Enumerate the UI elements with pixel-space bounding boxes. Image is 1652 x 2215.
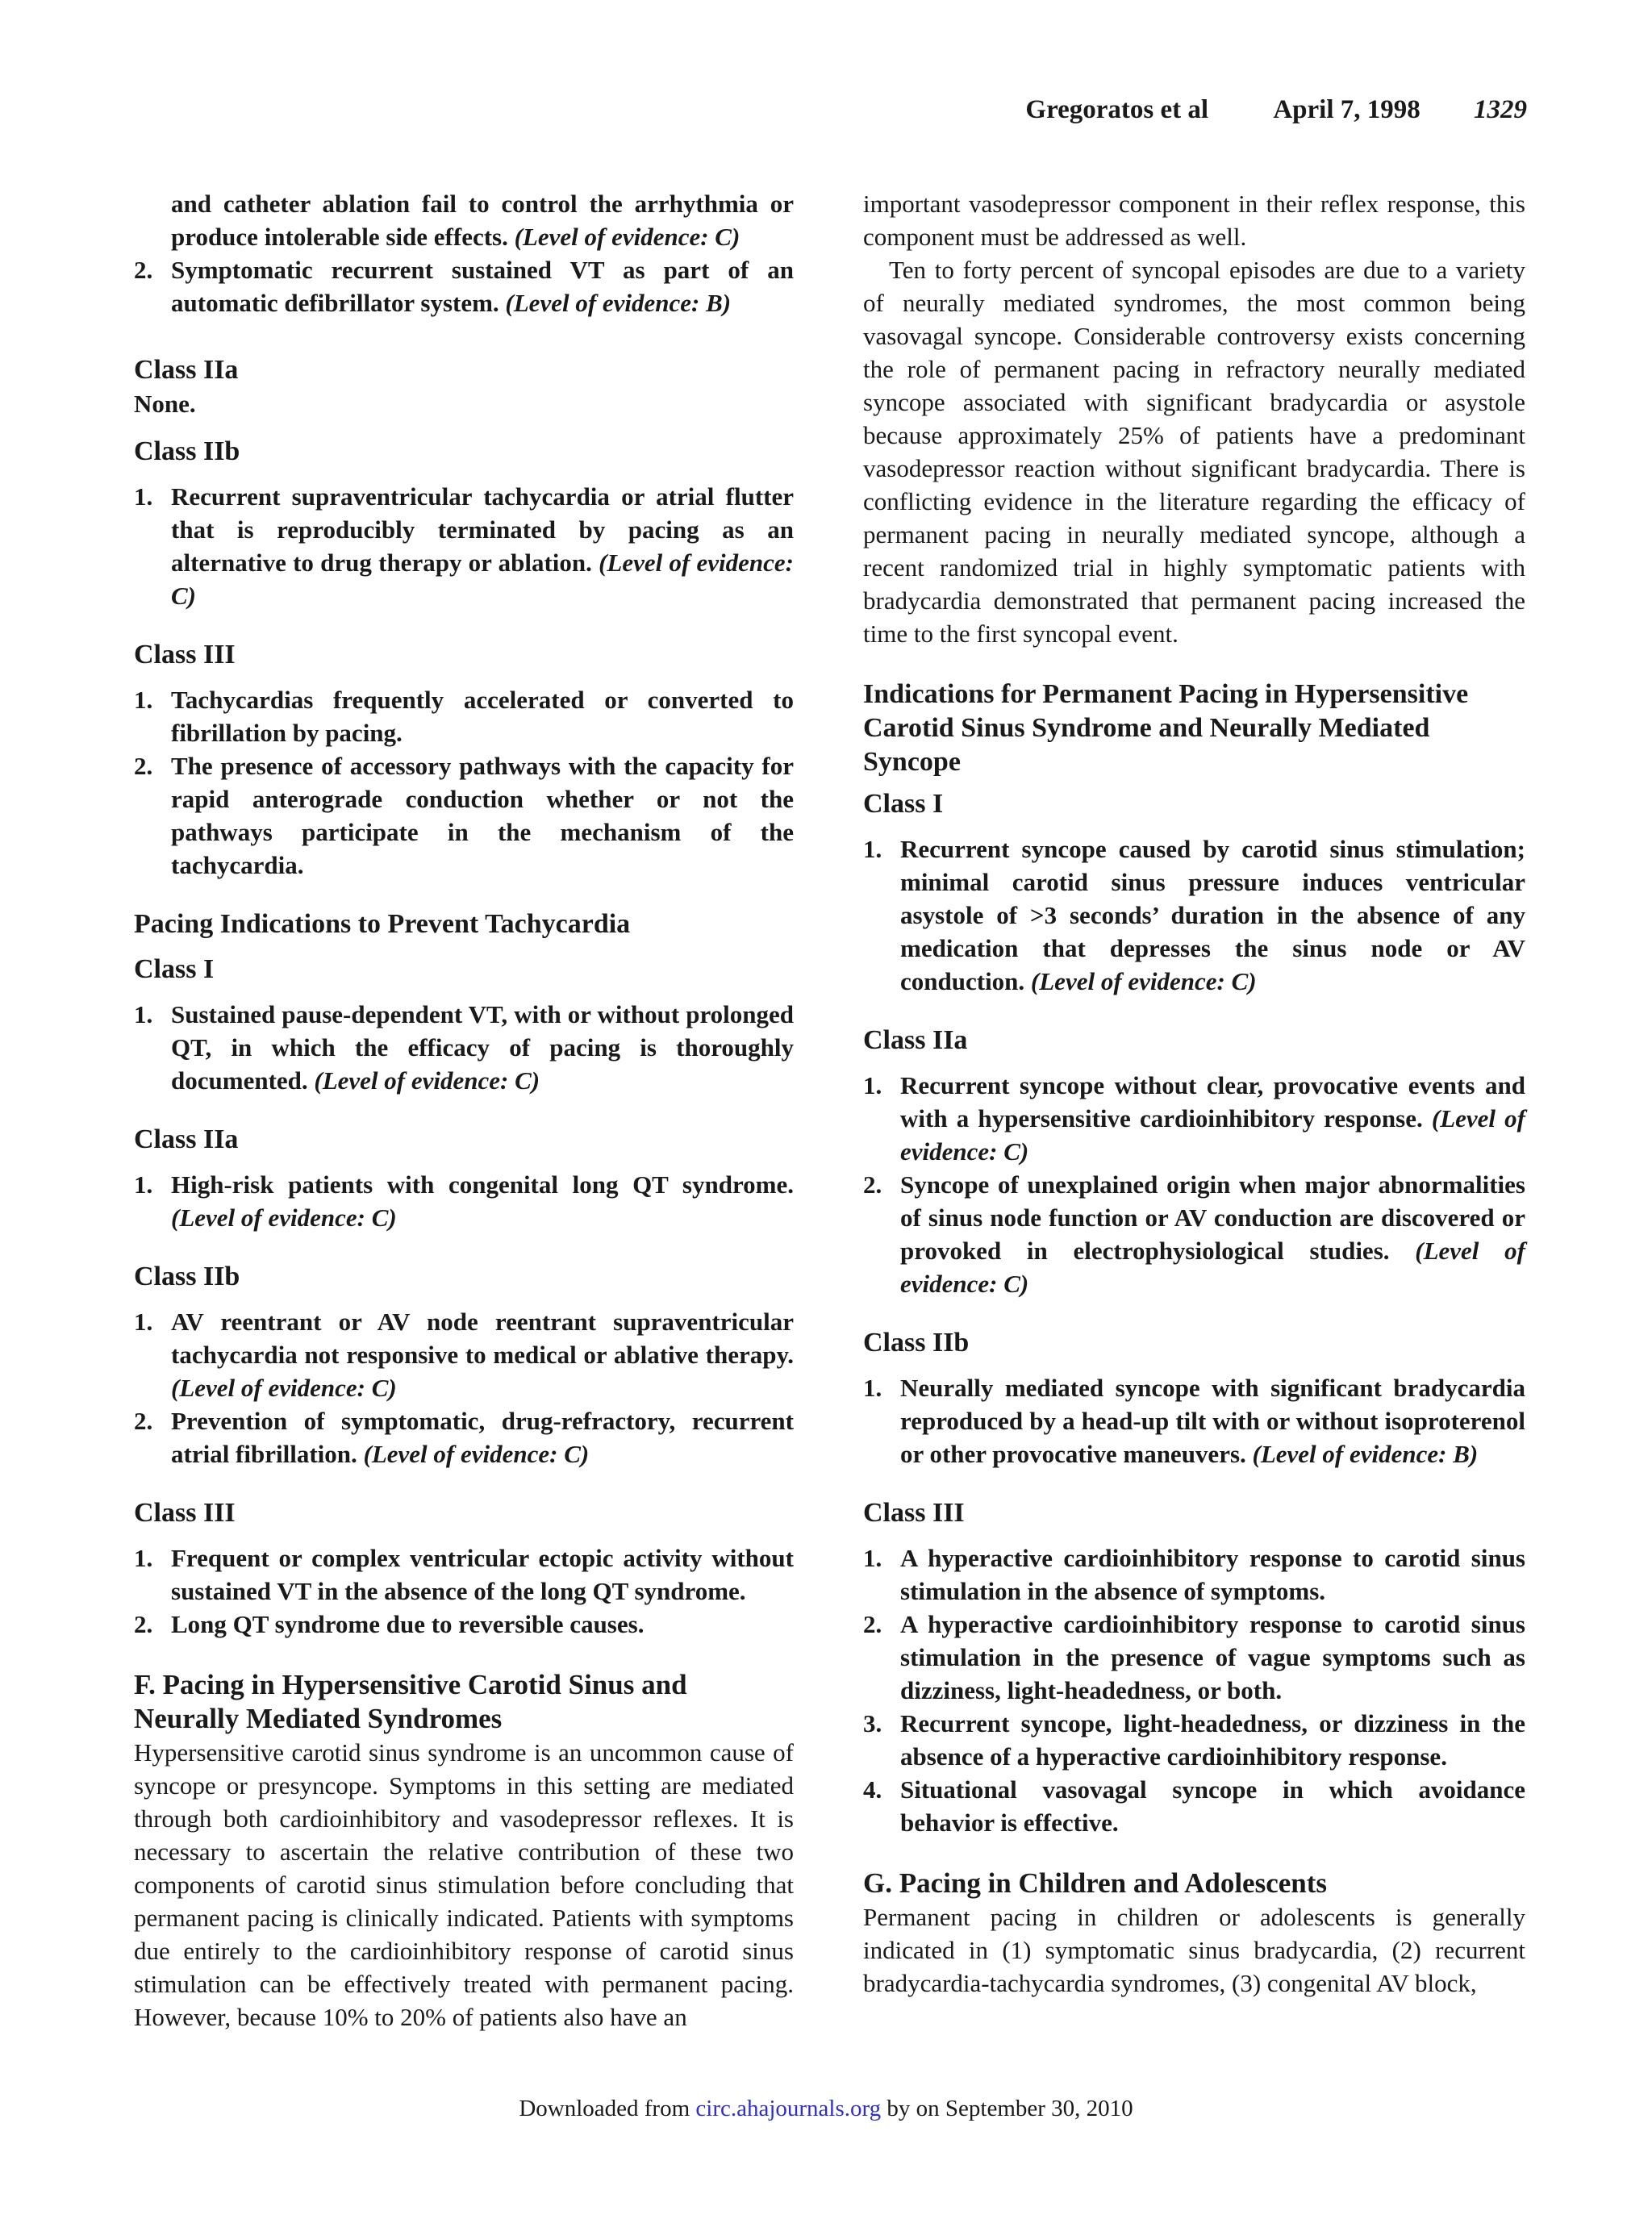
list-item: 1. AV reentrant or AV node reentrant supraventricular tachycardia not responsive to medical or ablative therapy. (Level of evidence: C) <box>134 1308 794 1402</box>
class-list <box>134 1305 794 1470</box>
class-heading: Class I <box>863 789 944 819</box>
list-item: 1. A hyperactive cardioinhibitory response to carotid sinus stimulation in the absence of symptoms. <box>863 1544 1525 1605</box>
class-list <box>863 1069 1525 1300</box>
none-text: None. <box>134 390 196 418</box>
right-column <box>863 187 1525 2000</box>
continued-paragraph: important vasodepressor component in their reflex response, this component must be addressed as well. <box>863 190 1525 251</box>
list-item: 1. Recurrent supraventricular tachycardia or atrial flutter that is reproducibly terminated by pacing as an alternative to drug therapy or ablation. (Level of evidence: C) <box>134 482 795 610</box>
left-column <box>134 187 794 2034</box>
download-footer <box>0 2096 1652 2122</box>
list-item: 2. Symptomatic recurrent sustained VT as part of an automatic defibrillator system. (Level of evidence: B) <box>134 256 794 317</box>
list-item: 4. Situational vasovagal syncope in which avoidance behavior is effective. <box>863 1775 1525 1837</box>
class-heading: Class IIb <box>134 1262 240 1291</box>
list-item: 1. Neurally mediated syncope with significant bradycardia reproduced by a head-up tilt with or without isoproterenol or other provocative maneuvers. (Level of evidence: B) <box>863 1374 1525 1468</box>
section-f-paragraph: Hypersensitive carotid sinus syndrome is an uncommon cause of syncope or presyncope. Symptoms in this setting are mediated through both cardioinhibitory and vasodepressor reflexes. It is necessary to ascertain the relative contribution of these two components of carotid sinus stimulation before concluding that permanent pacing is clinically indicated. Patients with symptoms due entirely to the cardioinhibitory response of carotid sinus stimulation can be effectively treated with permanent pacing. However, because 10% to 20% of patients also have an <box>134 1738 794 2031</box>
list-item: 1. Recurrent syncope caused by carotid sinus stimulation; minimal carotid sinus pressure induces ventricular asystole of >3 seconds’ duration in the absence of any medication that depresses the sinus node or AV conduction. (Level of evidence: C) <box>863 835 1525 995</box>
class-heading: Class IIa <box>863 1025 968 1055</box>
class-heading: Class III <box>134 640 236 670</box>
list-item: and catheter ablation fail to control the arrhythmia or produce intolerable side effects. (Level of evidence: C) <box>171 190 794 251</box>
class-heading: Class IIa <box>134 1124 239 1154</box>
class-list <box>134 1541 794 1641</box>
list-item: 1. High-risk patients with congenital long QT syndrome. (Level of evidence: C) <box>134 1170 794 1232</box>
list-item: 1. Tachycardias frequently accelerated or converted to fibrillation by pacing. <box>134 686 794 747</box>
journal-link[interactable]: circ.ahajournals.org <box>695 2096 882 2121</box>
class-heading: Class I <box>134 954 215 984</box>
syncope-paragraph: Ten to forty percent of syncopal episodes are due to a variety of neurally mediated syndromes, the most common being vasovagal syncope. Considerable controversy exists concerning the role of permanent pacing in refractory neurally mediated syncope associated with significant bradycardia or asystole because approximately 25% of patients have a predominant vasodepressor reaction without significant bradycardia. There is conflicting evidence in the literature regarding the efficacy of permanent pacing in neurally mediated syncope, although a recent randomized trial in highly symptomatic patients with bradycardia demonstrated that permanent pacing increased the time to the first syncopal event. <box>863 256 1525 648</box>
running-header <box>1025 95 1527 125</box>
class-list <box>863 1371 1525 1470</box>
class-heading: Class III <box>134 1498 236 1528</box>
list-item: 2. The presence of accessory pathways with the capacity for rapid anterograde conduction whether or not the pathways participate in the mechanism of the tachycardia. <box>134 752 794 879</box>
class-list <box>134 998 794 1097</box>
list-item: 3. Recurrent syncope, light-headedness, or dizziness in the absence of a hyperactive cardioinhibitory response. <box>863 1709 1525 1771</box>
class-list <box>134 480 794 612</box>
class-heading: Class IIa <box>134 355 239 385</box>
footer-suffix: by on September 30, 2010 <box>886 2096 1133 2121</box>
list-item: 2. Prevention of symptomatic, drug-refractory, recurrent atrial fibrillation. (Level of evidence: C) <box>134 1407 794 1468</box>
class-heading: Class IIb <box>863 1328 970 1358</box>
section-f-heading: F. Pacing in Hypersensitive Carotid Sinus and Neurally Mediated Syndromes <box>134 1669 687 1734</box>
class-heading: Class III <box>863 1498 965 1528</box>
section-heading: Pacing Indications to Prevent Tachycardia <box>134 909 631 939</box>
class-list <box>134 1168 794 1234</box>
list-item: 2. Syncope of unexplained origin when major abnormalities of sinus node function or AV conduction are discovered or provoked in electrophysiological studies. (Level of evidence: C) <box>863 1170 1525 1298</box>
section-g-heading: G. Pacing in Children and Adolescents <box>863 1867 1328 1899</box>
header-date: April 7, 1998 <box>1273 95 1420 124</box>
class-list <box>134 683 794 882</box>
list-item: 2. A hyperactive cardioinhibitory response to carotid sinus stimulation in the presence of vague symptoms such as dizziness, light-headedness, or both. <box>863 1610 1525 1704</box>
section-g-paragraph: Permanent pacing in children or adolescents is generally indicated in (1) symptomatic sinus bradycardia, (2) recurrent bradycardia-tachycardia syndromes, (3) congenital AV block, <box>863 1903 1525 1997</box>
list-item: 1. Sustained pause-dependent VT, with or without prolonged QT, in which the efficacy of pacing is thoroughly documented. (Level of evidence: C) <box>134 1000 794 1095</box>
page-number: 1329 <box>1474 95 1527 124</box>
footer-prefix: Downloaded from <box>519 2096 690 2121</box>
list-item: 2. Long QT syndrome due to reversible causes. <box>134 1610 645 1638</box>
class-list <box>863 832 1525 998</box>
class-heading: Class IIb <box>134 436 240 466</box>
list-item: 1. Recurrent syncope without clear, provocative events and with a hypersensitive cardioinhibitory response. (Level of evidence: C) <box>863 1071 1526 1166</box>
header-authors: Gregoratos et al <box>1025 95 1209 124</box>
indications-heading: Indications for Permanent Pacing in Hypersensitive Carotid Sinus Syndrome and Neurally Mediated Syncope <box>863 679 1469 777</box>
class-list <box>863 1541 1525 1839</box>
list-item: 1. Frequent or complex ventricular ectopic activity without sustained VT in the absence of the long QT syndrome. <box>134 1544 794 1605</box>
continued-list <box>134 187 794 319</box>
